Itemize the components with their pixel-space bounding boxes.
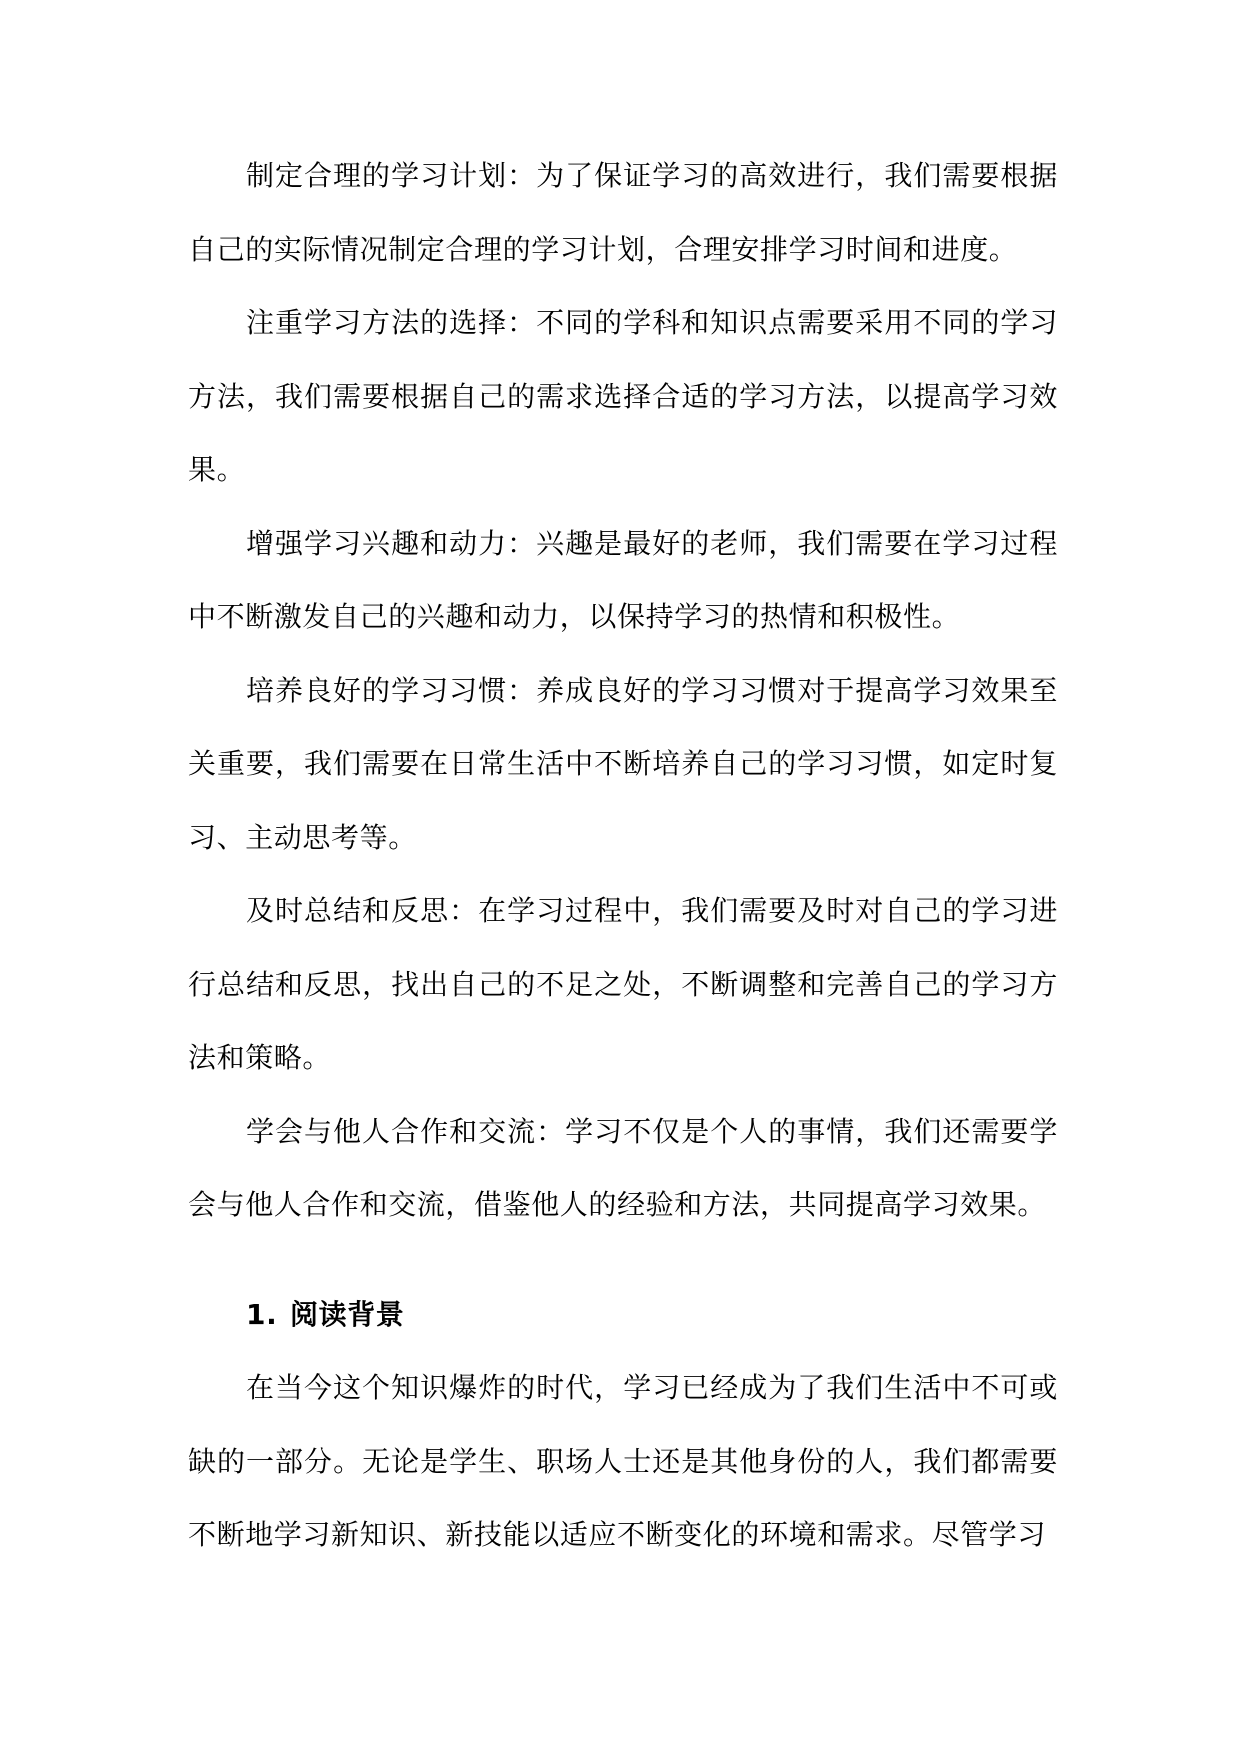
document-body	[188, 139, 1058, 1572]
paragraph-reading-background: 在当今这个知识爆炸的时代，学习已经成为了我们生活中不可或缺的一部分。无论是学生、职场人士还是其他身份的人，我们都需要不断地学习新知识、新技能以适应不断变化的环境和需求。尽管学习	[188, 1371, 1058, 1551]
paragraph-cooperation: 学会与他人合作和交流：学习不仅是个人的事情，我们还需要学会与他人合作和交流，借鉴他人的经验和方法，共同提高学习效果。	[188, 1114, 1058, 1221]
section-heading	[188, 1278, 1058, 1352]
paragraph-interest-motivation: 增强学习兴趣和动力：兴趣是最好的老师，我们需要在学习过程中不断激发自己的兴趣和动力，以保持学习的热情和积极性。	[188, 526, 1058, 633]
paragraph-summary-reflection: 及时总结和反思：在学习过程中，我们需要及时对自己的学习进行总结和反思，找出自己的不足之处，不断调整和完善自己的学习方法和策略。	[188, 894, 1058, 1074]
section-heading-title: 阅读背景	[290, 1297, 405, 1331]
paragraph-study-method: 注重学习方法的选择：不同的学科和知识点需要采用不同的学习方法，我们需要根据自己的需求选择合适的学习方法，以提高学习效果。	[188, 306, 1058, 486]
section-heading-number: 1.	[246, 1297, 278, 1331]
paragraph-study-habits: 培养良好的学习习惯：养成良好的学习习惯对于提高学习效果至关重要，我们需要在日常生活中不断培养自己的学习习惯，如定时复习、主动思考等。	[188, 673, 1058, 854]
paragraph-study-plan: 制定合理的学习计划：为了保证学习的高效进行，我们需要根据自己的实际情况制定合理的学习计划，合理安排学习时间和进度。	[188, 159, 1058, 266]
